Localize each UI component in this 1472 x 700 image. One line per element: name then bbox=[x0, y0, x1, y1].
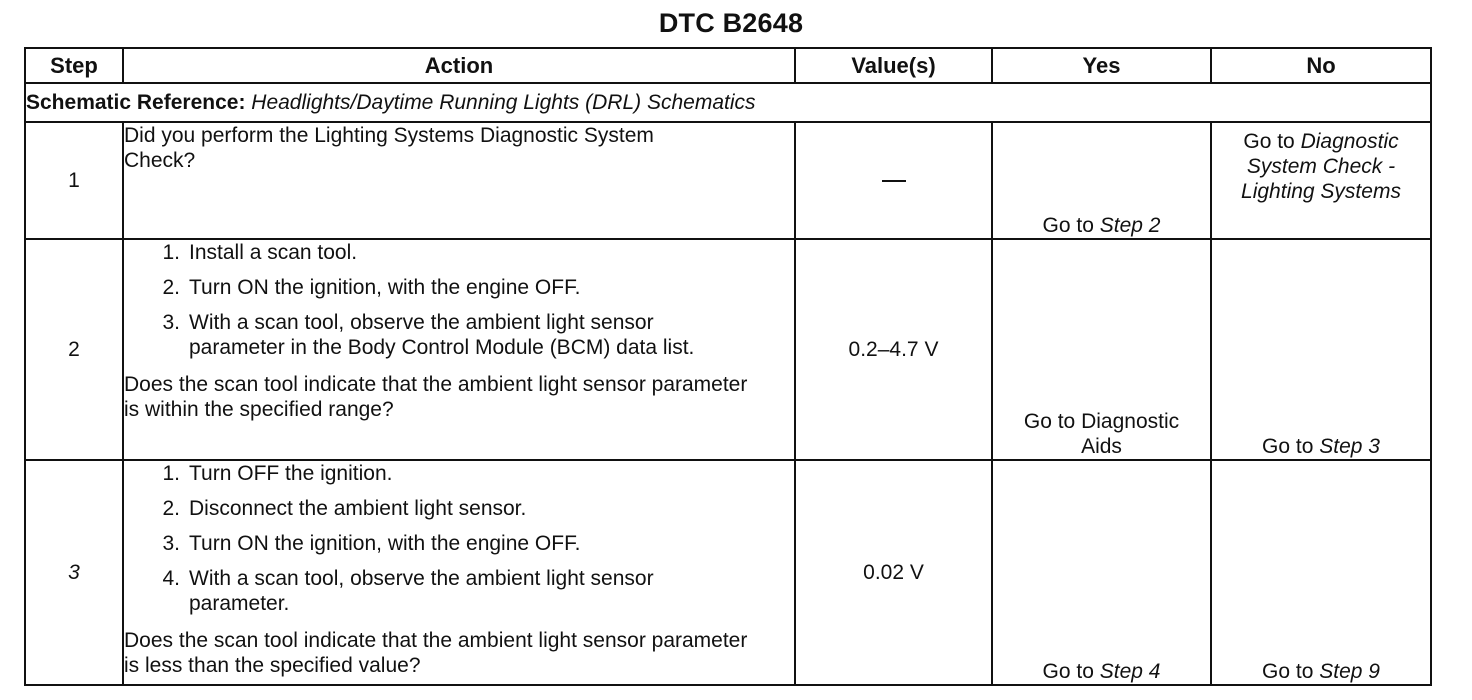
no-link[interactable]: Diagnostic System Check - Lighting Systems bbox=[1241, 130, 1401, 203]
no-prefix: Go to bbox=[1243, 130, 1301, 153]
item-number: 3. bbox=[162, 532, 180, 555]
list-item bbox=[124, 310, 794, 360]
no-link[interactable]: Step 9 bbox=[1319, 660, 1380, 683]
table-row bbox=[25, 239, 1431, 460]
schematic-row bbox=[25, 83, 1431, 122]
header-step: Step bbox=[25, 48, 123, 83]
yes-link[interactable]: Step 2 bbox=[1099, 214, 1161, 237]
item-text: Turn ON the ignition, with the engine OFF. bbox=[189, 276, 581, 299]
instruction-list bbox=[124, 240, 794, 360]
schematic-reference bbox=[25, 83, 1431, 122]
item-text: With a scan tool, observe the ambient light sensor parameter. bbox=[189, 567, 654, 615]
list-item bbox=[124, 240, 794, 265]
no-link[interactable]: Step 3 bbox=[1319, 435, 1380, 458]
yes-prefix: Go to bbox=[1042, 660, 1100, 683]
schematic-label: Schematic Reference: bbox=[26, 91, 246, 114]
yes-prefix: Go to bbox=[1042, 214, 1100, 237]
yes-cell bbox=[992, 460, 1211, 685]
schematic-link[interactable]: Headlights/Daytime Running Lights (DRL) Schematics bbox=[251, 91, 756, 114]
list-item bbox=[124, 531, 794, 556]
item-text: Install a scan tool. bbox=[189, 241, 358, 264]
header-values: Value(s) bbox=[795, 48, 992, 83]
item-text: Turn OFF the ignition. bbox=[189, 462, 393, 485]
action-question: Does the scan tool indicate that the ambient light sensor parameter is less than the specified value? bbox=[124, 629, 748, 677]
header-row bbox=[25, 48, 1431, 83]
item-number: 3. bbox=[162, 311, 180, 334]
table-row bbox=[25, 460, 1431, 685]
yes-cell bbox=[992, 122, 1211, 239]
page-title: DTC B2648 bbox=[658, 8, 804, 38]
no-prefix: Go to bbox=[1262, 435, 1320, 458]
value-cell: 0.2–4.7 V bbox=[795, 239, 992, 460]
action-cell bbox=[123, 122, 795, 239]
list-item bbox=[124, 496, 794, 521]
header-no: No bbox=[1211, 48, 1431, 83]
step-number: 2 bbox=[25, 239, 123, 460]
action-cell bbox=[123, 460, 795, 685]
item-number: 4. bbox=[162, 567, 180, 590]
table-row bbox=[25, 122, 1431, 239]
value-dash bbox=[882, 180, 906, 182]
item-text: With a scan tool, observe the ambient light sensor parameter in the Body Control Module (BCM) data list. bbox=[189, 311, 695, 359]
action-cell bbox=[123, 239, 795, 460]
yes-cell bbox=[992, 239, 1211, 460]
item-number: 2. bbox=[162, 497, 180, 520]
header-yes: Yes bbox=[992, 48, 1211, 83]
item-number: 2. bbox=[162, 276, 180, 299]
no-cell bbox=[1211, 460, 1431, 685]
item-text: Turn ON the ignition, with the engine OFF. bbox=[189, 532, 581, 555]
item-number: 1. bbox=[162, 462, 180, 485]
item-number: 1. bbox=[162, 241, 180, 264]
list-item bbox=[124, 461, 794, 486]
diagnostic-table bbox=[24, 47, 1432, 686]
no-cell bbox=[1211, 122, 1431, 239]
no-cell bbox=[1211, 239, 1431, 460]
instruction-list bbox=[124, 461, 794, 616]
value-cell: 0.02 V bbox=[795, 460, 992, 685]
no-prefix: Go to bbox=[1262, 660, 1320, 683]
step-number: 1 bbox=[25, 122, 123, 239]
action-question: Does the scan tool indicate that the ambient light sensor parameter is within the specified range? bbox=[124, 373, 748, 421]
header-action: Action bbox=[123, 48, 795, 83]
yes-text[interactable]: Go to Diagnostic Aids bbox=[1023, 410, 1180, 458]
list-item bbox=[124, 566, 794, 616]
list-item bbox=[124, 275, 794, 300]
value-cell bbox=[795, 122, 992, 239]
action-question: Did you perform the Lighting Systems Diagnostic System Check? bbox=[124, 124, 654, 172]
step-number: 3 bbox=[25, 460, 123, 685]
item-text: Disconnect the ambient light sensor. bbox=[189, 497, 527, 520]
yes-link[interactable]: Step 4 bbox=[1099, 660, 1161, 683]
